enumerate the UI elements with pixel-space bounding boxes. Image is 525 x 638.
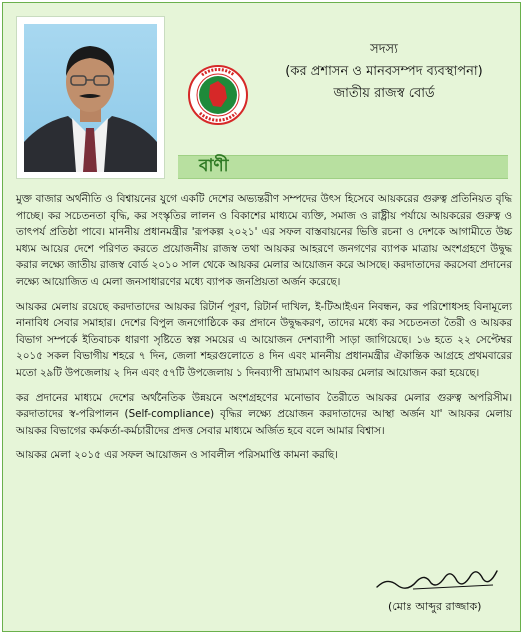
paragraph-3: কর প্রদানের মাধ্যমে দেশের অর্থনৈতিক উন্নয়নে অংশগ্রহণের মনোভাব তৈরীতে আয়কর মেলার গুরুত্ব অপরিসীম। করদাতাদের স্ব-পরিপালন (Self-compliance) বৃদ্ধির লক্ষ্যে প্রয়োজন করদাতাদের আস্থা অর্জন যা' আয়কর মেলায় আয়কর বিভাগের কর্মকর্তা-কর্মচারীদের প্রদত্ত সেবার মাধ্যমে অর্জিত হবে বলে আমার বিশ্বাস। — [16, 391, 512, 437]
message-page — [2, 2, 521, 632]
signer-name: (মোঃ আব্দুর রাজ্জাক) — [388, 600, 482, 613]
wing-name: (কর প্রশাসন ও মানবসম্পদ ব্যবস্থাপনা) — [285, 64, 483, 79]
message-title: বাণী — [199, 156, 229, 176]
header-block — [253, 39, 515, 105]
government-seal-icon — [188, 65, 248, 125]
handwritten-signature — [373, 559, 503, 593]
portrait-illustration — [24, 24, 157, 172]
paragraph-2: আয়কর মেলায় রয়েছে করদাতাদের আয়কর রিটার্ন পূরণ, রিটার্ন দাখিল, ই-টিআইএন নিবন্ধন, কর পরিশোধসহ বিনামূল্যে নানাবিধ সেবার সমাহার। দেশের বিপুল জনগোষ্ঠিকে কর প্রদানে উদ্বুদ্ধকরণ, তাদের মধ্যে কর সচেতনতা তৈরী ও আয়কর বিভাগ সম্পর্কে ইতিবাচক ধারণা সৃষ্টিতে স্বল্প সময়ের এ আয়োজন দেশব্যাপী সাড়া জাগিয়েছে। ১৬ হতে ২২ সেপ্টেম্বর ২০১৫ সকল বিভাগীয় শহরে ৭ দিন, জেলা শহরগুলোতে ৪ দিন এবং মাননীয় প্রধানমন্ত্রীর ঐকান্তিক আগ্রহে প্রথমবারের মতো ২৯টি উপজেলায় ২ দিন এবং ৫৭টি উপজেলায় ১ দিনব্যাপী ভ্রাম্যমাণ আয়কর মেলার আয়োজন করা হয়েছে। — [16, 300, 512, 379]
organization-name: জাতীয় রাজস্ব বোর্ড — [333, 86, 435, 101]
designation: সদস্য — [370, 42, 398, 57]
paragraph-1: মুক্ত বাজার অর্থনীতি ও বিশ্বায়নের যুগে একটি দেশের অভ্যন্তরীণ সম্পদের উৎস হিসেবে আয়করের গুরুত্ব প্রতিনিয়ত বৃদ্ধি পাচ্ছে। কর সচেতনতা বৃদ্ধি, কর সংস্কৃতির লালন ও বিকাশের মাধ্যমে ব্যক্তি, সমাজ ও রাষ্ট্রীয় পর্যায়ে আয়করের গুরুত্ব ও তাৎপর্য প্রতিষ্ঠা পাবে। মাননীয় প্রধানমন্ত্রীর 'রূপকল্প ২০২১' এর সফল বাস্তবায়নের ভিত্তি রচনা ও দেশকে আগামীতে উচ্চ মধ্যম আয়ের দেশে পরিণত করতে প্রয়োজনীয় রাজস্ব তথা আয়কর আহরণে জনগণের ব্যাপক মাত্রায় অংশগ্রহণে উদ্বুদ্ধ করার লক্ষ্যে জাতীয় রাজস্ব বোর্ড ২০১০ সাল থেকে আয়কর মেলার আয়োজন করে আসছে। করদাতাদের করসেবা প্রদানের লক্ষ্যে আয়োজিত এ মেলা জনসাধারণের মধ্যে ব্যাপক জনপ্রিয়তা অর্জন করেছে। — [16, 193, 512, 288]
portrait-frame — [16, 16, 165, 179]
message-body — [16, 191, 512, 472]
paragraph-4: আয়কর মেলা ২০১৫ এর সফল আয়োজন ও সাবলীল পরিসমাপ্তি কামনা করছি। — [16, 449, 338, 462]
portrait-photo — [24, 24, 157, 172]
